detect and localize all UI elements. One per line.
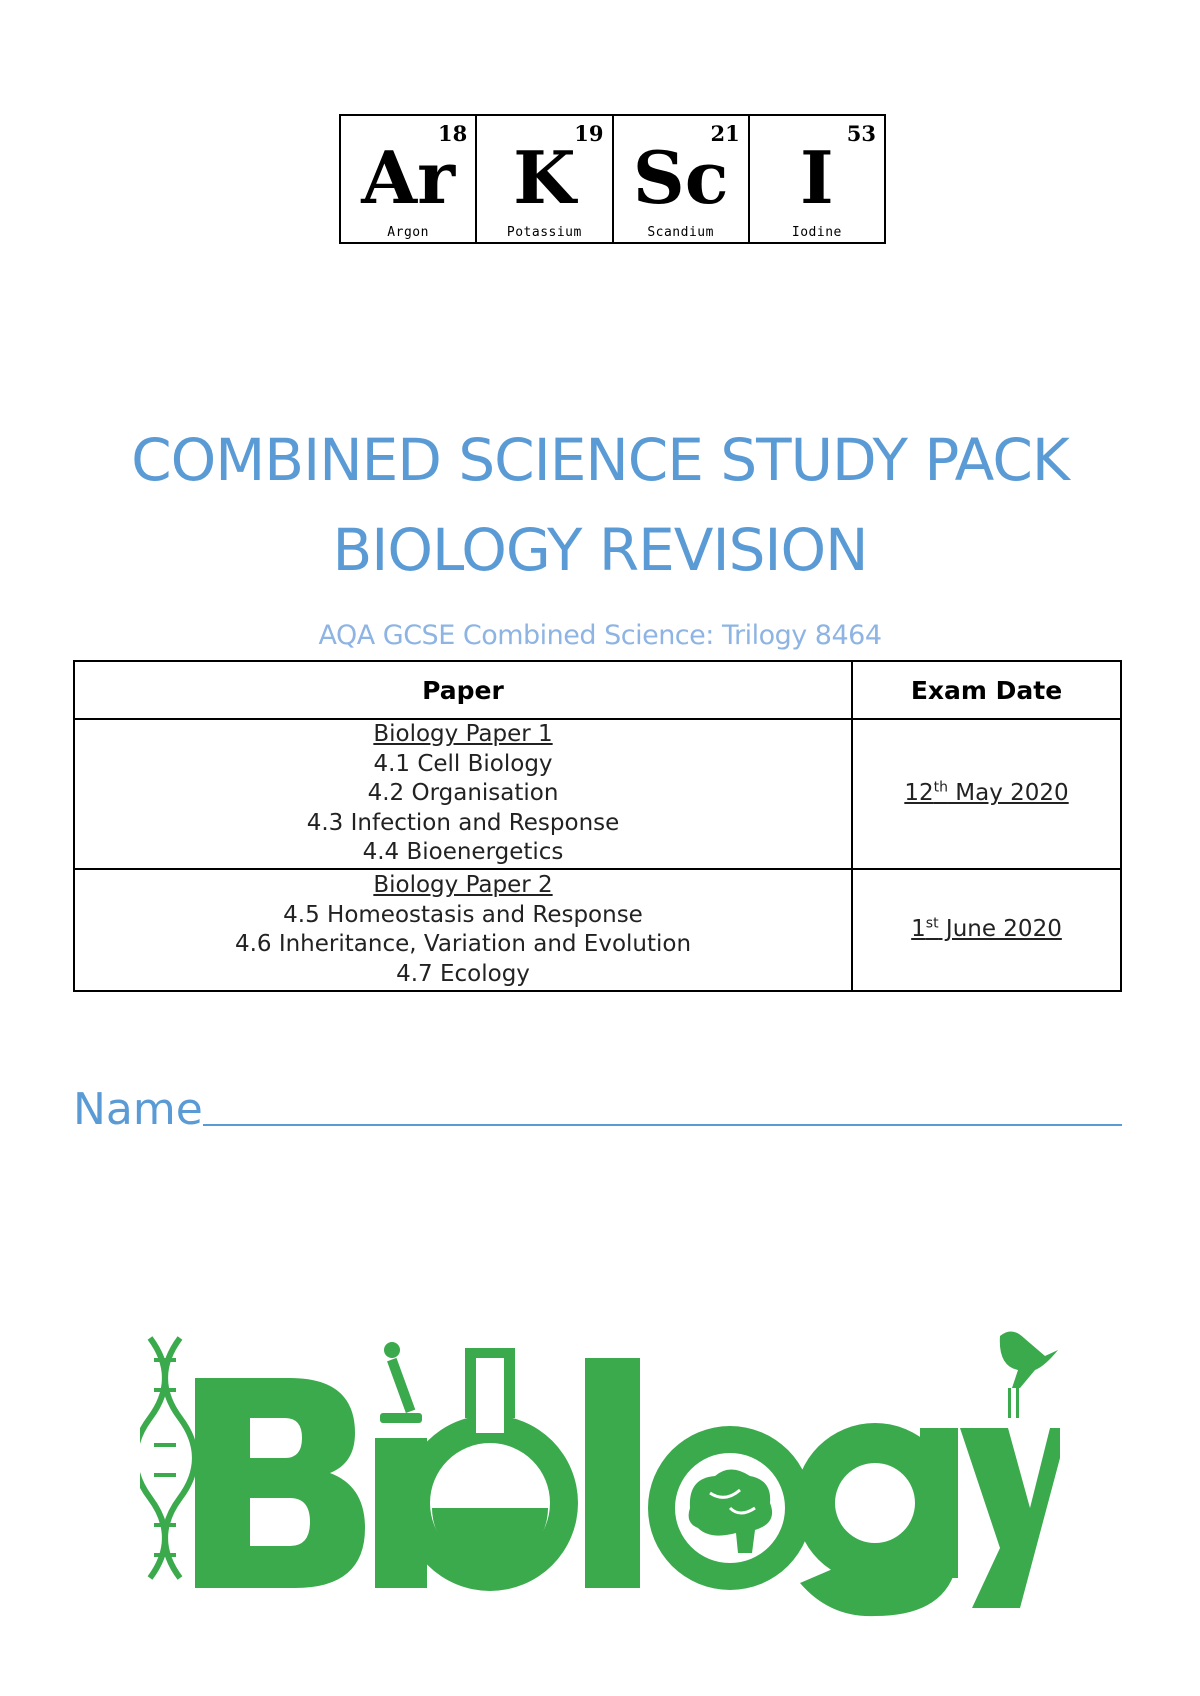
topic-item: 4.6 Inheritance, Variation and Evolution	[234, 931, 692, 957]
paper-cell	[74, 869, 852, 991]
letter-y	[960, 1428, 1060, 1608]
element-potassium	[477, 116, 613, 242]
letter-b	[195, 1378, 365, 1588]
course-subtitle: AQA GCSE Combined Science: Trilogy 8464	[318, 620, 882, 651]
exam-date-cell	[852, 719, 1121, 869]
element-symbol: I	[800, 135, 834, 220]
microscope-icon	[380, 1342, 422, 1423]
date-day: 1	[911, 916, 926, 943]
page-title-line-2: BIOLOGY REVISION	[332, 516, 868, 584]
name-label: Name	[73, 1084, 203, 1135]
table-header-row	[74, 661, 1121, 719]
atomic-number: 53	[846, 121, 876, 146]
date-month-year: May 2020	[947, 780, 1069, 807]
element-scandium	[614, 116, 750, 242]
topic-item: 4.2 Organisation	[367, 780, 559, 807]
element-symbol: Ar	[361, 135, 456, 220]
exam-table	[73, 660, 1122, 992]
header-paper: Paper	[74, 661, 852, 719]
element-name: Iodine	[791, 225, 842, 240]
page-title-line-1: COMBINED SCIENCE STUDY PACK	[131, 426, 1069, 494]
element-name: Argon	[387, 225, 429, 240]
bird-icon	[1000, 1331, 1058, 1418]
atomic-number: 21	[710, 121, 740, 146]
paper-title: Biology Paper 1	[373, 721, 553, 748]
brain-icon	[648, 1426, 812, 1590]
element-symbol: K	[513, 135, 576, 220]
table-row	[74, 869, 1121, 991]
flask-icon	[402, 1348, 578, 1591]
element-iodine	[750, 116, 884, 242]
dna-helix-icon	[140, 1338, 195, 1578]
topic-item: 4.3 Infection and Response	[306, 809, 620, 836]
periodic-elements-banner	[339, 114, 886, 244]
table-row	[74, 719, 1121, 869]
date-day: 12	[904, 780, 934, 807]
date-month-year: June 2020	[938, 916, 1062, 943]
name-field[interactable]	[73, 1075, 1122, 1135]
date-suffix: st	[925, 915, 939, 932]
element-symbol: Sc	[632, 135, 729, 220]
header-exam-date: Exam Date	[852, 661, 1121, 719]
exam-date	[904, 780, 1068, 806]
topic-item: 4.4 Bioenergetics	[362, 839, 564, 866]
element-name: Potassium	[506, 225, 582, 240]
element-name: Scandium	[647, 225, 714, 240]
letter-g	[795, 1423, 958, 1616]
atomic-number: 18	[438, 121, 468, 146]
atomic-number: 19	[574, 121, 604, 146]
date-suffix: th	[933, 779, 948, 796]
topic-item: 4.7 Ecology	[396, 960, 530, 987]
biology-logo	[140, 1318, 1060, 1618]
topic-item: 4.5 Homeostasis and Response	[283, 901, 643, 928]
topic-item: 4.1 Cell Biology	[373, 750, 553, 777]
letter-l	[585, 1358, 640, 1588]
name-underline[interactable]	[203, 1123, 1122, 1126]
exam-date	[911, 916, 1062, 942]
exam-date-cell	[852, 869, 1121, 991]
paper-title: Biology Paper 2	[373, 872, 553, 898]
paper-cell	[74, 719, 852, 869]
element-argon	[341, 116, 477, 242]
